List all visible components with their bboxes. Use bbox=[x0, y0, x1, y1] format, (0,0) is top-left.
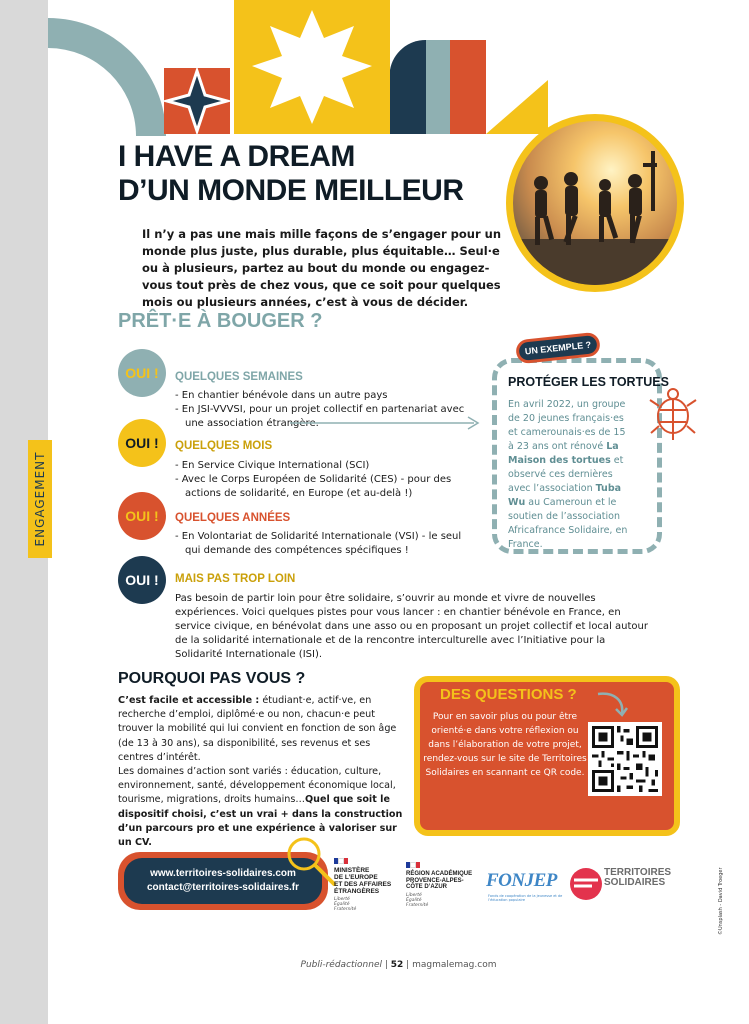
curved-arrow-icon bbox=[594, 690, 630, 718]
section-tab: ENGAGEMENT bbox=[28, 440, 52, 558]
email-link[interactable]: contact@territoires-solidaires.fr bbox=[146, 882, 300, 893]
subtitle-annees: QUELQUES ANNÉES bbox=[175, 512, 291, 524]
navy-arch bbox=[390, 40, 426, 134]
territoires-solidaires-logo-text: TERRITOIRES SOLIDAIRES bbox=[604, 867, 672, 888]
pas-loin-paragraph: Pas besoin de partir loin pour être solidaire, s’ouvrir au monde et vivre de nouvelles expériences. Voici quelques pistes pour vous lancer : en chantier bénévole en France, en service civique, en bénévolat dans une asso ou en proposant un projet collectif et local autour de la solidarité internationale et de la rencontre interculturelle avec l’Initiative pour la Solidarité Internationale (ISI). bbox=[175, 593, 648, 660]
website-link[interactable]: www.territoires-solidaires.com bbox=[150, 868, 296, 879]
oui-badge: OUI ! bbox=[118, 556, 166, 604]
list-item: - Avec le Corps Européen de Solidarité (CES) - pour des actions de solidarité, en Europe (et au-delà !) bbox=[175, 474, 452, 499]
header-decoration bbox=[48, 0, 608, 140]
subtitle-pas-loin: MAIS PAS TROP LOIN bbox=[175, 573, 296, 585]
list-mois bbox=[175, 459, 475, 501]
qr-code[interactable] bbox=[588, 722, 662, 796]
oui-badge: OUI ! bbox=[118, 349, 166, 397]
example-title: PROTÉGER LES TORTUES bbox=[508, 375, 669, 389]
yellow-triangle bbox=[486, 80, 548, 134]
french-flag-icon bbox=[334, 858, 348, 864]
list-item: - En JSI-VVVSI, pour un projet collectif en partenariat avec une association étrangère. bbox=[175, 404, 465, 429]
french-flag-icon bbox=[406, 862, 420, 868]
magnifier-icon bbox=[282, 832, 342, 892]
fonjep-subtitle: Fonds de coopération de la jeunesse et de l’éducation populaire bbox=[488, 894, 563, 902]
list-item: - En chantier bénévole dans un autre pays bbox=[175, 390, 388, 401]
youth-running-photo bbox=[506, 114, 684, 292]
qr-code-icon bbox=[592, 726, 658, 792]
fonjep-logo: FONJEP bbox=[486, 870, 557, 891]
questions-title: DES QUESTIONS ? bbox=[440, 686, 577, 703]
section-heading-pret: PRÊT·E À BOUGER ? bbox=[118, 310, 323, 332]
teal-arc bbox=[48, 18, 166, 136]
silhouettes-icon bbox=[513, 121, 677, 285]
subtitle-mois: QUELQUES MOIS bbox=[175, 440, 273, 452]
questions-text: Pour en savoir plus ou pour être orienté·e dans votre réflexion ou dans l’élaboration de votre projet, rendez-vous sur le site de Territoires Solidaires en scannant ce QR code. bbox=[423, 712, 587, 778]
photo-credit: ©Unsplash - David Troeger bbox=[718, 867, 724, 935]
page-footer: Publi-rédactionnel | 52 | magmalemag.com bbox=[300, 960, 497, 970]
ministere-logo: MINISTÈRE DE L’EUROPE ET DES AFFAIRES ÉTRANGÈRES Liberté Égalité Fraternité bbox=[334, 858, 398, 912]
intro-paragraph: Il n’y a pas une mais mille façons de s’engager pour un monde plus juste, plus durable, plus équitable… Seul·e ou à plusieurs, partez au bout du monde ou engagez-vous tout près de chez vous, que ce soit pour quelques mois ou plusieurs années, c’est à vous de décider. bbox=[142, 227, 502, 309]
list-annees bbox=[175, 530, 475, 558]
arrow-to-example-icon bbox=[290, 416, 482, 430]
region-logo: RÉGION ACADÉMIQUE PROVENCE-ALPES- CÔTE D’AZUR Liberté Égalité Fraternité bbox=[406, 862, 478, 908]
page-title: I HAVE A DREAM D’UN MONDE MEILLEUR bbox=[118, 140, 464, 207]
example-text: En avril 2022, un groupe de 20 jeunes français·es et camerounais·es de 15 à 23 ans ont rénové La Maison des tortues et observé ces dernières avec l’association Tuba Wu au Cameroun et le soutien de l’association Africafrance Solidaire, en France. bbox=[508, 399, 628, 550]
list-item: - En Volontariat de Solidarité Internationale (VSI) - le seul qui demande des compétences spécifiques ! bbox=[175, 531, 462, 556]
subtitle-semaines: QUELQUES SEMAINES bbox=[175, 371, 303, 383]
example-badge: UN EXEMPLE ? bbox=[515, 332, 601, 365]
list-item: - En Service Civique International (SCI) bbox=[175, 460, 370, 471]
section-heading-why: POURQUOI PAS VOUS ? bbox=[118, 670, 306, 687]
turtle-icon bbox=[644, 386, 702, 444]
oui-badge: OUI ! bbox=[118, 419, 166, 467]
why-paragraph: C’est facile et accessible : étudiant·e, actif·ve, en recherche d’emploi, diplômé·e ou non, chacun·e peut trouver la mobilité qui lui convient en fonction de son âge (de 13 à 30 ans), sa disponibilité, ses revenus et ses centres d’intérêt. Les domaines d’action sont variés : éducation, culture, environnement, santé, développement économique local, tourisme, migrations, droits humains…Quel que soit le dispositif choisi, c’est un vrai + dans la construction d’un parcours pro et une expérience à valoriser sur un CV. bbox=[118, 695, 403, 849]
teal-bar bbox=[426, 40, 450, 134]
oui-badge: OUI ! bbox=[118, 492, 166, 540]
